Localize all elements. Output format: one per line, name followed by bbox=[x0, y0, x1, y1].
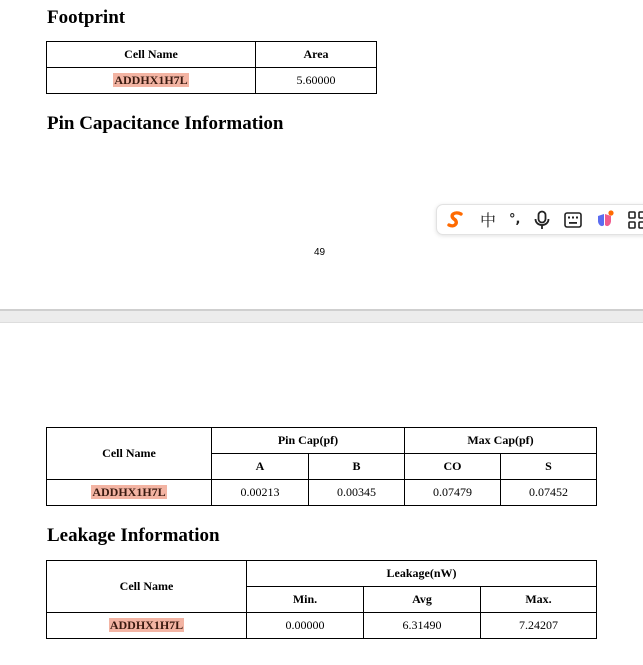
pincap-cell-name-value bbox=[47, 480, 212, 506]
microphone-icon[interactable] bbox=[533, 210, 551, 230]
page-separator-edge bbox=[0, 322, 643, 323]
page-separator-shadow bbox=[0, 309, 643, 311]
pincap-value-a: 0.00213 bbox=[212, 480, 309, 506]
footprint-area-value: 5.60000 bbox=[256, 68, 377, 94]
leakage-value-min: 0.00000 bbox=[247, 613, 364, 639]
more-grid-icon[interactable] bbox=[628, 211, 643, 229]
pin-capacitance-table bbox=[46, 427, 597, 506]
footprint-cell-name-value bbox=[47, 68, 256, 94]
pincap-header-pin-cap: Pin Cap(pf) bbox=[212, 428, 405, 454]
pincap-subheader-co: CO bbox=[405, 454, 501, 480]
pincap-header-cell-name: Cell Name bbox=[47, 428, 212, 480]
pincap-header-max-cap: Max Cap(pf) bbox=[405, 428, 597, 454]
sogou-logo-icon[interactable] bbox=[445, 209, 467, 231]
keyboard-icon[interactable] bbox=[564, 212, 582, 228]
leakage-subheader-min: Min. bbox=[247, 587, 364, 613]
chinese-mode-icon[interactable]: 中 bbox=[480, 211, 497, 230]
highlighted-cell-name: ADDHX1H7L bbox=[109, 618, 184, 632]
punctuation-icon[interactable]: °, bbox=[509, 212, 521, 227]
leakage-table bbox=[46, 560, 597, 639]
skin-icon[interactable] bbox=[595, 210, 615, 230]
pincap-subheader-a: A bbox=[212, 454, 309, 480]
pincap-value-b: 0.00345 bbox=[309, 480, 405, 506]
pincap-value-s: 0.07452 bbox=[501, 480, 597, 506]
leakage-value-avg: 6.31490 bbox=[364, 613, 481, 639]
pin-capacitance-heading: Pin Capacitance Information bbox=[47, 113, 284, 134]
footprint-table bbox=[46, 41, 377, 94]
highlighted-cell-name: ADDHX1H7L bbox=[92, 485, 166, 499]
leakage-header-group: Leakage(nW) bbox=[247, 561, 597, 587]
ime-toolbar[interactable] bbox=[436, 204, 643, 235]
footprint-header-area: Area bbox=[256, 42, 377, 68]
pincap-subheader-b: B bbox=[309, 454, 405, 480]
leakage-subheader-max: Max. bbox=[481, 587, 597, 613]
leakage-header-cell-name: Cell Name bbox=[47, 561, 247, 613]
pincap-value-co: 0.07479 bbox=[405, 480, 501, 506]
page-number: 49 bbox=[314, 247, 326, 258]
footprint-header-cell-name: Cell Name bbox=[47, 42, 256, 68]
leakage-value-max: 7.24207 bbox=[481, 613, 597, 639]
pincap-subheader-s: S bbox=[501, 454, 597, 480]
leakage-cell-name-value bbox=[47, 613, 247, 639]
highlighted-cell-name: ADDHX1H7L bbox=[114, 73, 188, 87]
footprint-heading: Footprint bbox=[47, 7, 126, 28]
leakage-heading: Leakage Information bbox=[47, 525, 220, 546]
leakage-subheader-avg: Avg bbox=[364, 587, 481, 613]
